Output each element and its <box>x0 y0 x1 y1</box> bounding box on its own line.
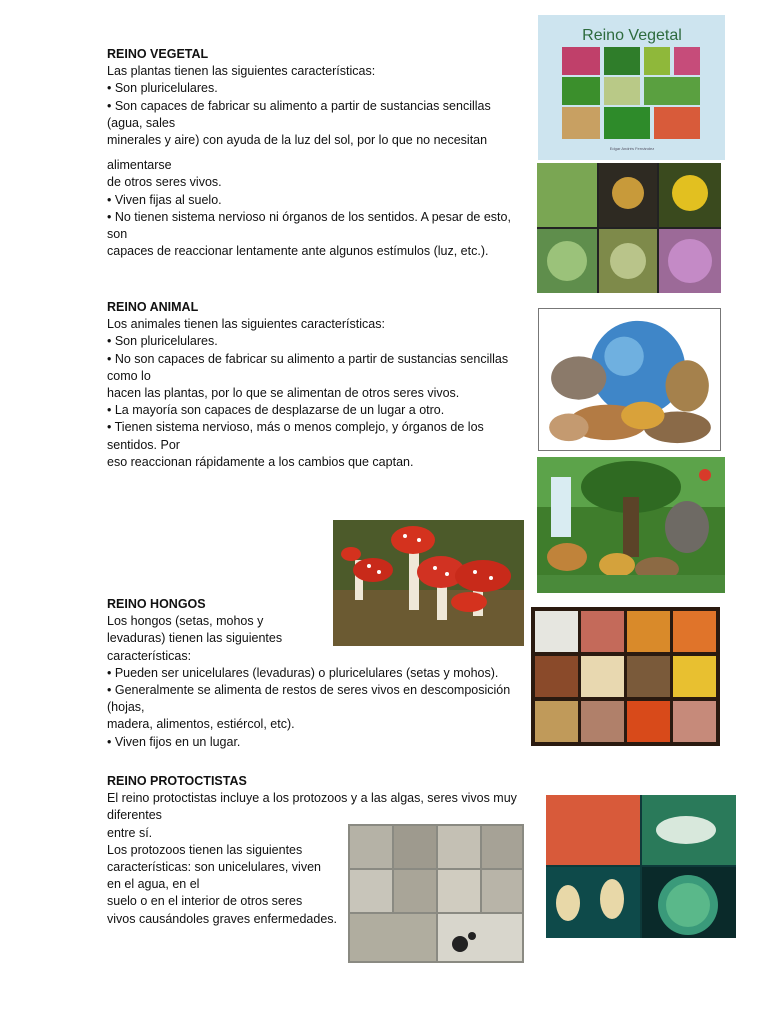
reino-vegetal-poster-image <box>538 15 725 160</box>
section-title: REINO VEGETAL <box>107 47 209 61</box>
text-line: son <box>107 227 128 242</box>
text-line: • Pueden ser unicelulares (levaduras) o pluricelulares (setas y mohos). <box>107 665 499 680</box>
section-title: REINO HONGOS <box>107 597 206 611</box>
animals-globe-image <box>538 308 721 451</box>
text-line: entre sí. <box>107 825 153 840</box>
text-line: El reino protoctistas incluye a los protozoos y a las algas, seres vivos muy <box>107 791 517 806</box>
text-line: • No tienen sistema nervioso ni órganos de los sentidos. A pesar de esto, <box>107 209 511 224</box>
text-line: • Generalmente se alimenta de restos de seres vivos en descomposición <box>107 683 511 698</box>
plants-collage-image <box>537 163 721 293</box>
text-line: como lo <box>107 368 151 383</box>
protists-collage-image <box>546 795 736 938</box>
poster-title: Reino Vegetal <box>582 27 682 44</box>
text-line: capaces de reaccionar lentamente ante algunos estímulos (luz, etc.). <box>107 244 489 259</box>
text-line: • La mayoría son capaces de desplazarse de un lugar a otro. <box>107 403 445 418</box>
jungle-animals-image <box>537 457 725 593</box>
text-line: suelo o en el interior de otros seres <box>107 894 303 909</box>
text-line: • Son pluricelulares. <box>107 334 218 349</box>
text-line: características: <box>107 648 192 663</box>
section-title: REINO PROTOCTISTAS <box>107 774 247 788</box>
reino-animal-section <box>107 299 508 471</box>
text-line: madera, alimentos, estiércol, etc). <box>107 717 295 732</box>
mushrooms-image <box>333 520 524 646</box>
spacer <box>107 149 511 157</box>
text-line: de otros seres vivos. <box>107 175 222 190</box>
text-line: Los animales tienen las siguientes características: <box>107 317 385 332</box>
text-line: Las plantas tienen las siguientes características: <box>107 64 376 79</box>
text-line: en el agua, en el <box>107 877 200 892</box>
text-line: • Son pluricelulares. <box>107 81 218 96</box>
text-line: diferentes <box>107 808 162 823</box>
reino-vegetal-section <box>107 46 511 260</box>
text-line: (agua, sales <box>107 115 176 130</box>
text-line: alimentarse <box>107 158 172 173</box>
text-line: características: son unicelulares, viven <box>107 860 321 875</box>
text-line: vivos causándoles graves enfermedades. <box>107 911 337 926</box>
text-line: hacen las plantas, por lo que se alimentan de otros seres vivos. <box>107 386 460 401</box>
text-line: (hojas, <box>107 700 145 715</box>
fungi-collage-image <box>531 607 720 746</box>
text-line: eso reaccionan rápidamente a los cambios que captan. <box>107 454 414 469</box>
text-line: levaduras) tienen las siguientes <box>107 631 283 646</box>
text-line: • No son capaces de fabricar su alimento a partir de sustancias sencillas <box>107 351 509 366</box>
text-line: • Viven fijos en un lugar. <box>107 734 241 749</box>
text-line: Los protozoos tienen las siguientes <box>107 842 303 857</box>
text-line: • Tienen sistema nervioso, más o menos complejo, y órganos de los <box>107 420 484 435</box>
protozoa-micrograph-image <box>348 824 524 963</box>
text-line: Los hongos (setas, mohos y <box>107 614 264 629</box>
poster-author: Edgar Andrés Fernández <box>609 146 655 151</box>
section-title: REINO ANIMAL <box>107 300 199 314</box>
text-line: • Son capaces de fabricar su alimento a partir de sustancias sencillas <box>107 98 491 113</box>
text-line: sentidos. Por <box>107 437 180 452</box>
text-line: minerales y aire) con ayuda de la luz del sol, por lo que no necesitan <box>107 133 488 148</box>
text-line: • Viven fijas al suelo. <box>107 192 222 207</box>
